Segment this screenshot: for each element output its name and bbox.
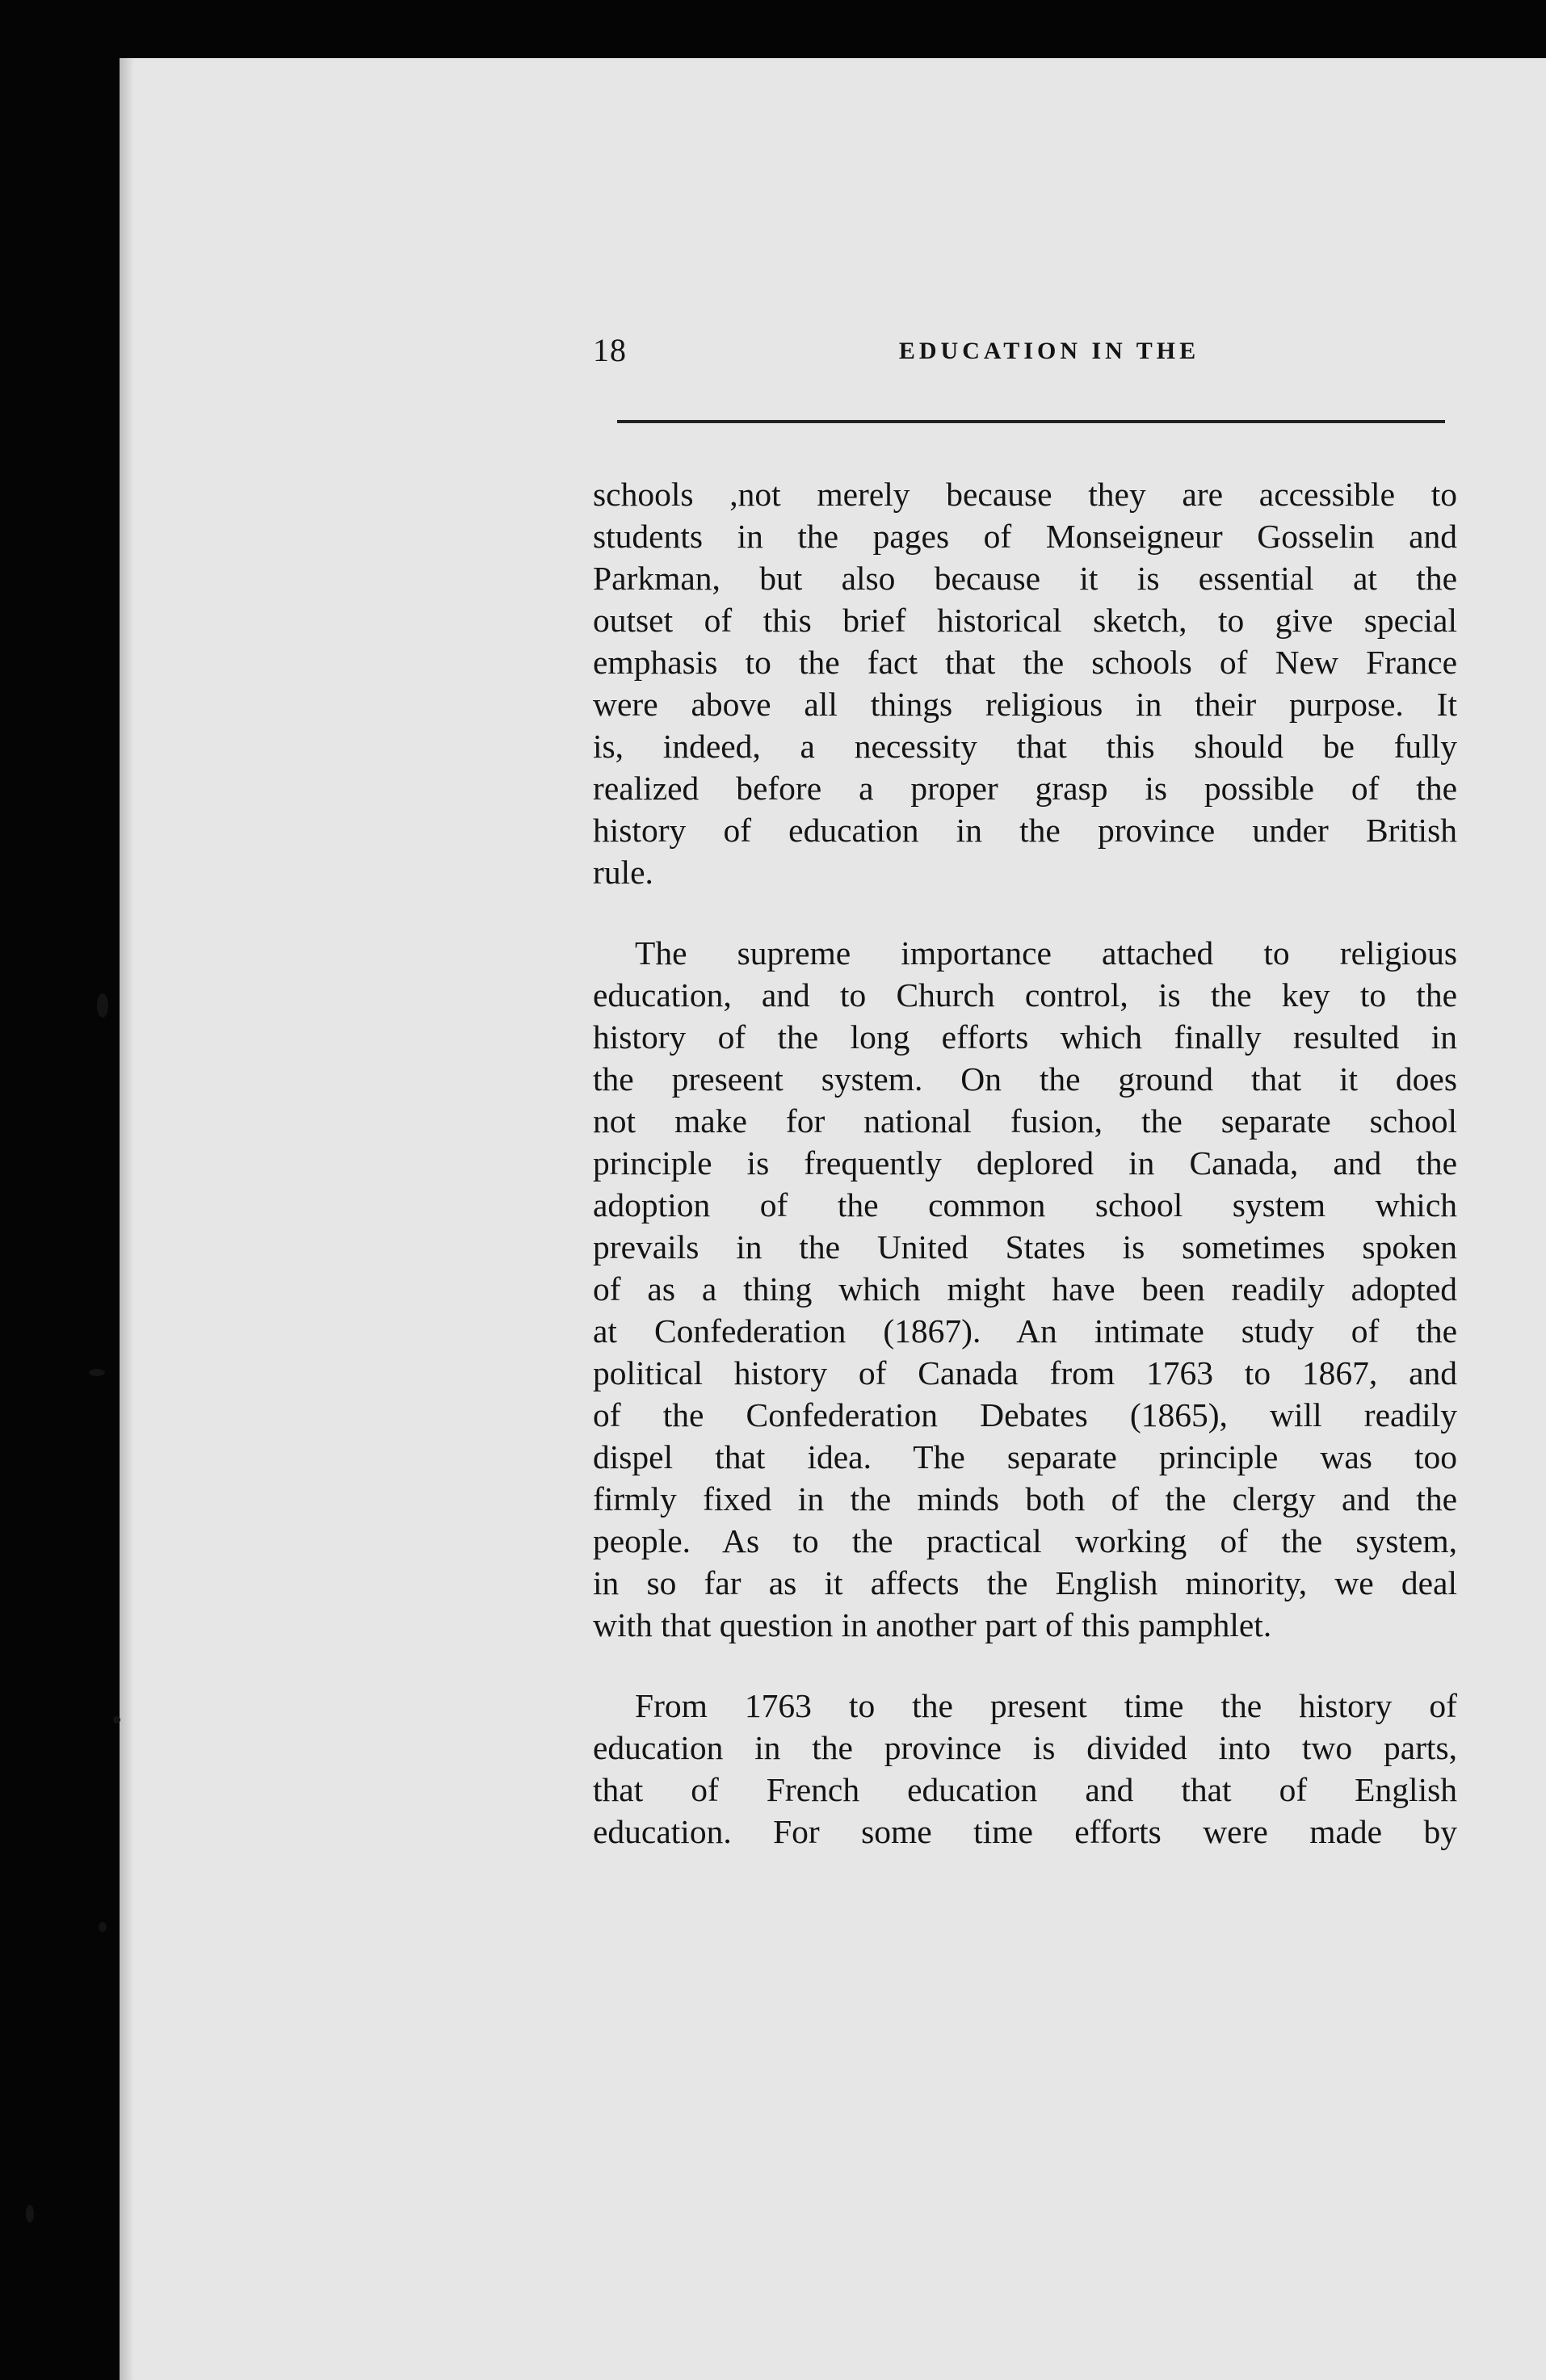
text-line: education in the province is divided into two parts, [593, 1729, 1457, 1766]
text-line: at Confederation (1867). An intimate study of the [593, 1312, 1457, 1350]
text-line: realized before a proper grasp is possible of the [593, 770, 1457, 807]
scan-speck [97, 993, 108, 1018]
text-line: From 1763 to the present time the history of [635, 1687, 1457, 1724]
text-line: Parkman, but also because it is essential at the [593, 560, 1457, 597]
page-header [593, 323, 1457, 380]
page-text-block [593, 323, 1457, 1853]
text-line: education. For some time efforts were made by [593, 1813, 1457, 1850]
running-head: EDUCATION IN THE [898, 338, 1200, 364]
text-line: of as a thing which might have been readily adopted [593, 1270, 1457, 1308]
text-line: that of French education and that of English [593, 1771, 1457, 1808]
text-line: education, and to Church control, is the key to the [593, 976, 1457, 1014]
text-line: firmly fixed in the minds both of the clergy and the [593, 1480, 1457, 1517]
text-line: The supreme importance attached to religious [635, 934, 1457, 972]
text-line: were above all things religious in their purpose. It [593, 686, 1457, 723]
text-line: history of education in the province under British [593, 812, 1457, 849]
text-line: in so far as it affects the English minority, we deal [593, 1564, 1457, 1601]
text-line: dispel that idea. The separate principle was too [593, 1438, 1457, 1475]
text-line: schools ,not merely because they are accessible to [593, 476, 1457, 513]
text-line: adoption of the common school system which [593, 1186, 1457, 1224]
text-line: of the Confederation Debates (1865), will readily [593, 1396, 1457, 1433]
text-line: outset of this brief historical sketch, to give special [593, 602, 1457, 639]
scan-speck [113, 1716, 120, 1723]
paragraph-3 [593, 1685, 1457, 1853]
text-line: people. As to the practical working of the system, [593, 1522, 1457, 1559]
scan-speck [89, 1369, 105, 1376]
scan-speck [99, 1922, 107, 1932]
text-line: emphasis to the fact that the schools of New France [593, 644, 1457, 681]
text-line: prevails in the United States is sometimes spoken [593, 1228, 1457, 1266]
paragraph-1 [593, 473, 1457, 893]
paper-edge-shadow [120, 58, 134, 2380]
text-line: is, indeed, a necessity that this should be fully [593, 728, 1457, 765]
text-line: rule. [593, 854, 653, 891]
text-line: political history of Canada from 1763 to 1867, and [593, 1354, 1457, 1391]
scan-speck [26, 2205, 34, 2223]
text-line: with that question in another part of this pamphlet. [593, 1606, 1272, 1643]
paragraph-2 [593, 932, 1457, 1646]
text-line: not make for national fusion, the separate school [593, 1102, 1457, 1140]
page-number: 18 [593, 332, 627, 368]
text-line: students in the pages of Monseigneur Gosselin and [593, 518, 1457, 555]
text-line: the preseent system. On the ground that it does [593, 1060, 1457, 1098]
text-line: principle is frequently deplored in Canada, and the [593, 1144, 1457, 1182]
header-rule [617, 420, 1445, 423]
text-line: history of the long efforts which finally resulted in [593, 1018, 1457, 1056]
